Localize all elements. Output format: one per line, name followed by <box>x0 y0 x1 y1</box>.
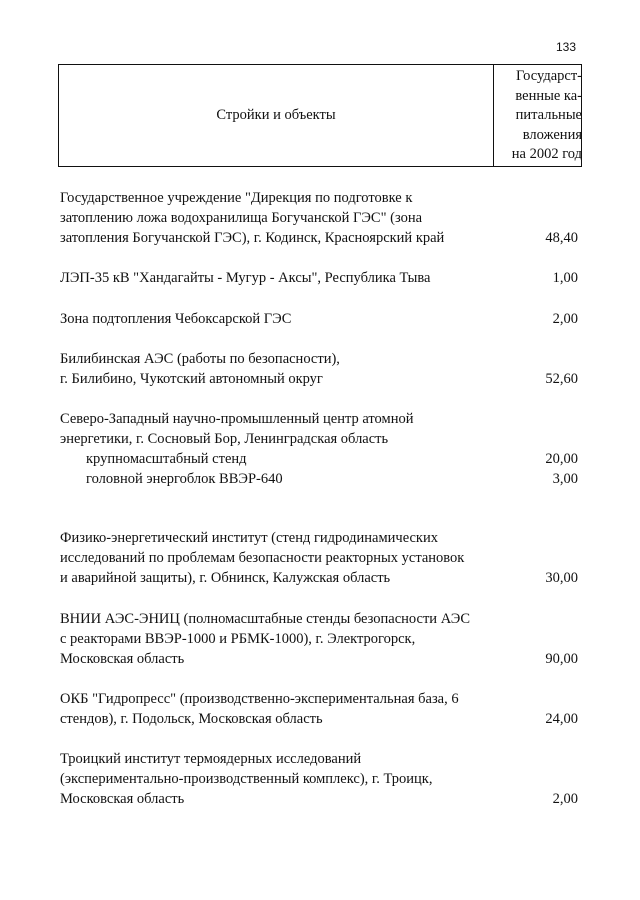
header-objects-label: Стройки и объекты <box>216 107 336 123</box>
row-text-line: исследований по проблемам безопасности реакторных установок <box>60 550 465 566</box>
header-investments-line: Государст- <box>516 68 582 84</box>
row-value: 30,00 <box>545 570 578 586</box>
table-row-bogucheny <box>60 188 480 248</box>
row-value: 2,00 <box>552 791 578 807</box>
row-text-line: Билибинская АЭС (работы по безопасности), <box>60 351 340 367</box>
header-investments-line: на 2002 год <box>511 146 582 162</box>
row-value: 2,00 <box>552 311 578 327</box>
header-investments-line: вложения <box>522 126 582 143</box>
row-value: 24,00 <box>545 711 578 727</box>
sub-item-label: крупномасштабный стенд <box>86 451 247 467</box>
table-row-elektrogorsk <box>60 609 480 669</box>
row-text-line: энергетики, г. Сосновый Бор, Ленинградская область <box>60 431 389 447</box>
table-header <box>58 64 582 167</box>
row-text-line: Зона подтопления Чебоксарской ГЭС <box>60 311 292 327</box>
row-text-line: Физико-энергетический институт (стенд гидродинамических <box>60 530 438 546</box>
table-row-troitsk <box>60 749 480 809</box>
row-value: 48,40 <box>545 230 578 246</box>
table-row-bilibino <box>60 349 480 389</box>
row-text-line: ВНИИ АЭС-ЭНИЦ (полномасштабные стенды безопасности АЭС <box>60 611 471 627</box>
row-text-line: ЛЭП-35 кВ "Хандагайты - Мугур - Аксы", Республика Тыва <box>60 270 431 286</box>
row-text-line: Государственное учреждение "Дирекция по подготовке к <box>60 190 413 206</box>
row-text-line: с реакторами ВВЭР-1000 и РБМК-1000), г. Электрогорск, <box>60 631 416 647</box>
row-text-line: Троицкий институт термоядерных исследований <box>60 751 362 767</box>
sub-item-label: головной энергоблок ВВЭР-640 <box>86 471 283 487</box>
table-row-sosnovy-bor <box>60 409 480 489</box>
row-text-line: Северо-Западный научно-промышленный центр атомной <box>60 411 414 427</box>
table-row-cheboksary <box>60 309 480 329</box>
row-value: 52,60 <box>545 371 578 387</box>
row-text-line: Московская область <box>60 651 185 667</box>
table-row-lep-35 <box>60 268 480 288</box>
sub-item-value: 20,00 <box>545 451 578 467</box>
row-text-line: затоплению ложа водохранилища Богучанской ГЭС" (зона <box>60 210 423 226</box>
row-text-line: стендов), г. Подольск, Московская область <box>60 711 323 727</box>
row-text-line: и аварийной защиты), г. Обнинск, Калужская область <box>60 570 391 586</box>
row-text-line: г. Билибино, Чукотский автономный округ <box>60 371 323 387</box>
page-number: 133 <box>556 40 577 54</box>
table-row-obninsk <box>60 528 480 588</box>
row-text-line: Московская область <box>60 791 185 807</box>
sub-item-value: 3,00 <box>552 471 578 487</box>
row-value: 1,00 <box>552 270 578 286</box>
row-text-line: ОКБ "Гидропресс" (производственно-экспериментальная база, 6 <box>60 691 459 707</box>
row-text-line: затопления Богучанской ГЭС), г. Кодинск, Красноярский край <box>60 230 445 246</box>
header-investments-line: венные ка- <box>515 87 582 104</box>
row-value: 90,00 <box>545 651 578 667</box>
table-row-podolsk <box>60 689 480 729</box>
header-objects-cell <box>59 65 493 166</box>
header-investments-line: питальные <box>515 107 582 123</box>
row-text-line: (экспериментально-производственный комплекс), г. Троицк, <box>60 771 433 787</box>
header-investments-cell <box>494 67 582 165</box>
